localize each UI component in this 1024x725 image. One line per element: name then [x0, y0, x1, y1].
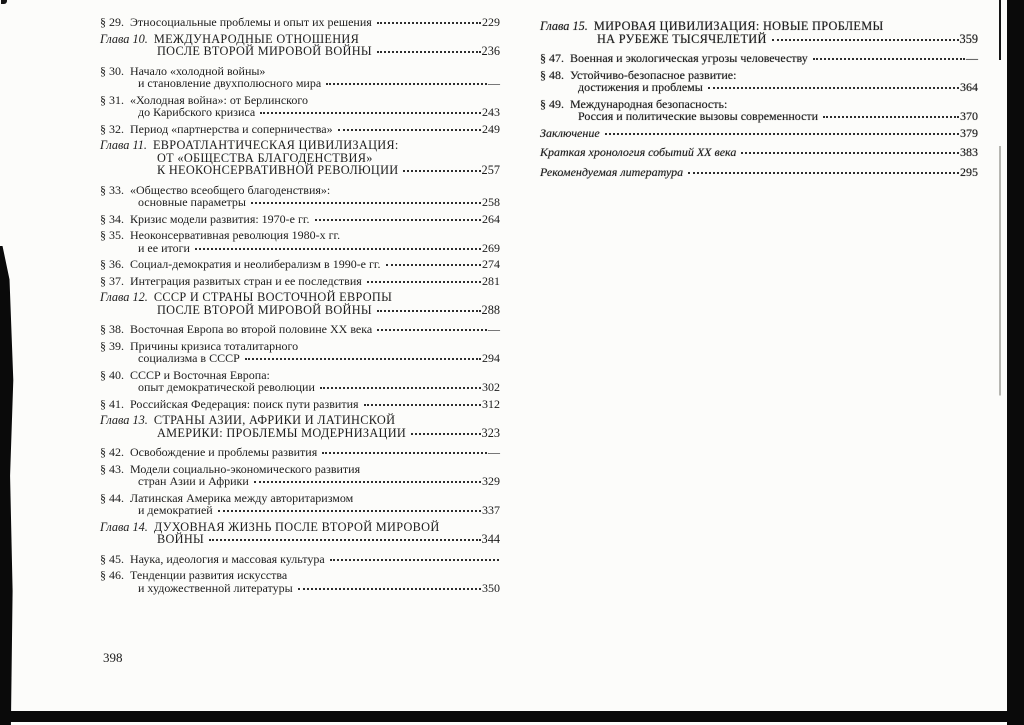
- scan-page-crease-line: [999, 0, 1001, 430]
- dot-leader: [315, 219, 482, 221]
- toc-line: [540, 52, 978, 65]
- dot-leader: [377, 329, 487, 331]
- toc-left-column: [100, 16, 500, 598]
- toc-line: [100, 304, 500, 317]
- section-label: § 41.: [100, 396, 124, 411]
- section-label: § 37.: [100, 273, 124, 288]
- entry-title-text: Рекомендуемая литература: [540, 164, 684, 179]
- entry-page-number: 337: [482, 503, 500, 517]
- entry-page-number: 294: [482, 351, 500, 365]
- entry-page-number: 236: [481, 44, 500, 58]
- dot-leader: [251, 202, 481, 204]
- entry-title-text: Заключение: [540, 125, 600, 140]
- entry-title-text: Военная и экологическая угрозы человечеству: [570, 51, 808, 65]
- entry-page-number: 359: [959, 31, 978, 46]
- toc-chapter-entry: [100, 139, 500, 177]
- entry-page-number: 302: [482, 380, 500, 394]
- toc-line: [100, 352, 500, 365]
- toc-line: [100, 213, 500, 226]
- toc-line: [100, 381, 500, 394]
- section-label: § 47.: [540, 51, 564, 65]
- dot-leader: [377, 22, 481, 24]
- entry-page-number: —: [488, 322, 500, 336]
- toc-entry: [100, 229, 500, 254]
- entry-title-text: СССР и Восточная Европа:: [130, 367, 270, 382]
- entry-title-text: достижения и проблемы: [578, 80, 703, 94]
- entry-title-text: Россия и политические вызовы современности: [578, 109, 819, 123]
- dot-leader: [322, 452, 487, 454]
- entry-page-number: 229: [482, 15, 500, 29]
- toc-entry: [540, 52, 978, 65]
- toc-line: [100, 504, 500, 517]
- entry-title-text: ПОСЛЕ ВТОРОЙ МИРОВОЙ ВОЙНЫ: [157, 302, 372, 317]
- toc-entry: [100, 340, 500, 365]
- entry-title-text: Латинская Америка между авторитаризмом: [130, 490, 354, 505]
- entry-page-number: 264: [482, 211, 500, 226]
- toc-line: [100, 582, 500, 595]
- toc-line: [100, 275, 500, 288]
- entry-page-number: —: [488, 76, 500, 90]
- entry-page-number: 281: [482, 273, 500, 288]
- dot-leader: [338, 129, 481, 131]
- entry-title-text: ОТ «ОБЩЕСТВА БЛАГОДЕНСТВИЯ»: [157, 150, 373, 165]
- entry-title-text: Наука, идеология и массовая культура: [130, 551, 325, 566]
- entry-title-text: Международная безопасность:: [570, 96, 728, 111]
- scan-speck-artifact: [1, 0, 7, 4]
- entry-title-text: Кризис модели развития: 1970-е гг.: [130, 211, 310, 226]
- toc-entry: [100, 446, 500, 459]
- entry-page-number: 312: [482, 396, 500, 411]
- toc-line: [100, 475, 500, 488]
- entry-page-number: 379: [960, 125, 978, 140]
- entry-title-text: опыт демократической революции: [138, 380, 315, 394]
- entry-title-text: и ее итоги: [138, 240, 190, 255]
- entry-title-text: стран Азии и Африки: [138, 474, 249, 488]
- entry-title-text: и становление двухполюсного мира: [138, 76, 322, 90]
- dot-leader: [403, 170, 480, 172]
- entry-page-number: 249: [482, 121, 500, 136]
- toc-line: [100, 16, 500, 29]
- toc-line: [100, 139, 500, 152]
- entry-title-text: К НЕОКОНСЕРВАТИВНОЙ РЕВОЛЮЦИИ: [157, 163, 399, 177]
- toc-entry: [540, 166, 978, 179]
- entry-title-text: ДУХОВНАЯ ЖИЗНЬ ПОСЛЕ ВТОРОЙ МИРОВОЙ: [153, 519, 440, 534]
- toc-entry: [540, 127, 978, 140]
- entry-page-number: 243: [482, 105, 500, 119]
- dot-leader: [813, 58, 965, 60]
- toc-line: [540, 127, 978, 140]
- section-label: § 45.: [100, 551, 124, 566]
- dot-leader: [411, 433, 480, 435]
- entry-title-text: и демократией: [138, 503, 213, 517]
- entry-title-text: Тенденции развития искусства: [130, 568, 288, 582]
- toc-line: [540, 146, 978, 159]
- toc-line: [100, 123, 500, 136]
- toc-entry: [100, 258, 500, 271]
- dot-leader: [367, 281, 481, 283]
- entry-page-number: 269: [482, 240, 500, 255]
- toc-line: [100, 291, 500, 304]
- dot-leader: [320, 387, 481, 389]
- dot-leader: [330, 559, 499, 561]
- section-label: § 48.: [540, 67, 564, 82]
- toc-entry: [100, 213, 500, 226]
- section-label: § 34.: [100, 211, 124, 226]
- entry-page-number: 329: [482, 474, 500, 488]
- dot-leader: [260, 112, 481, 114]
- entry-page-number: 295: [960, 164, 978, 179]
- chapter-label: Глава 13.: [100, 413, 148, 427]
- entry-title-text: Неоконсервативная революция 1980-х гг.: [130, 228, 341, 242]
- entry-title-text: и художественной литературы: [138, 580, 293, 595]
- entry-page-number: 370: [960, 109, 978, 123]
- toc-line: [100, 323, 500, 336]
- section-label: § 33.: [100, 182, 124, 197]
- toc-line: [100, 77, 500, 90]
- entry-page-number: 288: [481, 302, 500, 317]
- entry-page-number: 364: [960, 80, 978, 94]
- dot-leader: [326, 83, 487, 85]
- dot-leader: [254, 481, 481, 483]
- toc-entry: [100, 323, 500, 336]
- toc-chapter-entry: [540, 20, 978, 45]
- entry-title-text: Устойчиво-безопасное развитие:: [570, 67, 737, 82]
- toc-line: [540, 110, 978, 123]
- entry-page-number: 350: [482, 580, 500, 595]
- entry-title-text: Краткая хронология событий XX века: [540, 145, 737, 159]
- dot-leader: [377, 51, 481, 53]
- toc-chapter-entry: [100, 291, 500, 316]
- toc-line: [100, 427, 500, 440]
- toc-entry: [100, 569, 500, 594]
- toc-entry: [540, 98, 978, 123]
- dot-leader: [218, 510, 481, 512]
- section-label: § 42.: [100, 445, 124, 459]
- toc-line: [100, 229, 500, 242]
- section-label: § 29.: [100, 15, 124, 29]
- entry-title-text: МИРОВАЯ ЦИВИЛИЗАЦИЯ: НОВЫЕ ПРОБЛЕМЫ: [593, 19, 884, 33]
- toc-chapter-entry: [100, 414, 500, 439]
- dot-leader: [377, 310, 481, 312]
- toc-chapter-entry: [100, 33, 500, 58]
- entry-page-number: 323: [481, 425, 500, 440]
- dot-leader: [741, 152, 959, 154]
- section-label: § 36.: [100, 257, 124, 271]
- toc-line: [100, 45, 500, 58]
- entry-title-text: ЕВРОАТЛАНТИЧЕСКАЯ ЦИВИЛИЗАЦИЯ:: [152, 138, 399, 152]
- toc-line: [100, 569, 500, 582]
- toc-chapter-entry: [100, 521, 500, 546]
- section-label: § 30.: [100, 63, 124, 78]
- entry-title-text: МЕЖДУНАРОДНЫЕ ОТНОШЕНИЯ: [153, 31, 360, 46]
- dot-leader: [605, 133, 959, 135]
- entry-title-text: социализма в СССР: [138, 351, 240, 365]
- dot-leader: [298, 588, 481, 590]
- entry-page-number: —: [966, 51, 978, 65]
- entry-title-text: ПОСЛЕ ВТОРОЙ МИРОВОЙ ВОЙНЫ: [157, 44, 372, 58]
- toc-line: [100, 533, 500, 546]
- section-label: § 49.: [540, 96, 564, 111]
- section-label: § 39.: [100, 338, 124, 353]
- toc-entry: [100, 369, 500, 394]
- scan-edge-bottom-artifact: [0, 711, 1024, 722]
- toc-entry: [100, 492, 500, 517]
- toc-line: [100, 242, 500, 255]
- dot-leader: [386, 264, 482, 266]
- entry-page-number: 258: [482, 195, 500, 209]
- entry-title-text: Причины кризиса тоталитарного: [130, 338, 299, 353]
- scan-edge-left-artifact: [0, 246, 14, 725]
- entry-title-text: Восточная Европа во второй половине XX века: [130, 322, 373, 336]
- entry-page-number: 257: [481, 163, 500, 177]
- chapter-label: Глава 11.: [100, 138, 147, 152]
- section-label: § 35.: [100, 228, 124, 242]
- toc-entry: [100, 275, 500, 288]
- entry-page-number: 383: [960, 145, 978, 159]
- scan-edge-right-artifact: [1007, 0, 1024, 725]
- entry-title-text: Период «партнерства и соперничества»: [130, 121, 333, 136]
- toc-line: [100, 196, 500, 209]
- dot-leader: [364, 404, 481, 406]
- toc-line: [540, 81, 978, 94]
- chapter-label: Глава 14.: [100, 519, 148, 534]
- toc-entry: [100, 65, 500, 90]
- entry-title-text: Этносоциальные проблемы и опыт их решения: [130, 15, 372, 29]
- toc-line: [100, 446, 500, 459]
- chapter-label: Глава 10.: [100, 31, 148, 46]
- toc-line: [100, 258, 500, 271]
- toc-line: [100, 398, 500, 411]
- toc-entry: [100, 553, 500, 566]
- section-label: § 31.: [100, 92, 124, 107]
- entry-title-text: СТРАНЫ АЗИИ, АФРИКИ И ЛАТИНСКОЙ: [153, 413, 396, 427]
- entry-page-number: 344: [481, 532, 500, 546]
- section-label: § 32.: [100, 121, 124, 136]
- toc-line: [540, 20, 978, 33]
- page-number-folio: 398: [103, 650, 123, 665]
- toc-entry: [100, 398, 500, 411]
- toc-entry: [100, 123, 500, 136]
- section-label: § 46.: [100, 568, 124, 582]
- toc-line: [100, 164, 500, 177]
- entry-title-text: Российская Федерация: поиск пути развития: [130, 396, 359, 411]
- toc-entry: [100, 184, 500, 209]
- entry-page-number: 274: [482, 257, 500, 271]
- chapter-label: Глава 15.: [540, 19, 588, 33]
- toc-entry: [100, 463, 500, 488]
- entry-title-text: Модели социально-экономического развития: [130, 461, 361, 476]
- section-label: § 44.: [100, 490, 124, 505]
- dot-leader: [772, 39, 959, 41]
- dot-leader: [688, 172, 959, 174]
- dot-leader: [209, 539, 480, 541]
- dot-leader: [708, 87, 959, 89]
- toc-entry: [100, 94, 500, 119]
- entry-title-text: Интеграция развитых стран и ее последствия: [130, 273, 362, 288]
- toc-entry: [540, 146, 978, 159]
- toc-line: [540, 166, 978, 179]
- toc-entry: [540, 69, 978, 94]
- section-label: § 40.: [100, 367, 124, 382]
- entry-title-text: до Карибского кризиса: [138, 105, 256, 119]
- toc-line: [540, 33, 978, 46]
- entry-title-text: «Холодная война»: от Берлинского: [130, 92, 309, 107]
- toc-entry: [100, 16, 500, 29]
- chapter-label: Глава 12.: [100, 290, 148, 304]
- dot-leader: [195, 248, 481, 250]
- entry-title-text: СССР И СТРАНЫ ВОСТОЧНОЙ ЕВРОПЫ: [153, 290, 393, 304]
- entry-title-text: основные параметры: [138, 195, 246, 209]
- entry-title-text: АМЕРИКИ: ПРОБЛЕМЫ МОДЕРНИЗАЦИИ: [157, 425, 407, 440]
- entry-title-text: Освобождение и проблемы развития: [130, 445, 318, 459]
- entry-title-text: «Общество всеобщего благоденствия»:: [130, 182, 331, 197]
- toc-line: [100, 414, 500, 427]
- toc-line: [100, 553, 500, 566]
- dot-leader: [823, 116, 959, 118]
- entry-title-text: ВОЙНЫ: [157, 532, 205, 546]
- section-label: § 43.: [100, 461, 124, 476]
- entry-title-text: НА РУБЕЖЕ ТЫСЯЧЕЛЕТИЙ: [597, 31, 767, 46]
- dot-leader: [245, 358, 481, 360]
- entry-title-text: Начало «холодной войны»: [130, 63, 266, 78]
- entry-title-text: Социал-демократия и неолиберализм в 1990-е гг.: [130, 257, 381, 271]
- toc-right-column: [540, 16, 978, 185]
- toc-line: [100, 106, 500, 119]
- section-label: § 38.: [100, 322, 124, 336]
- entry-page-number: —: [488, 445, 500, 459]
